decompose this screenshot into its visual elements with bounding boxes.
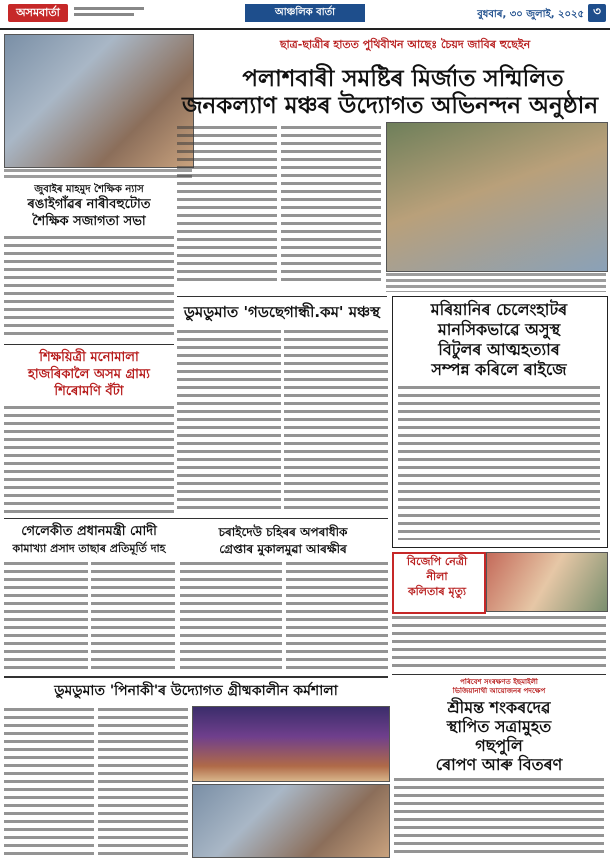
- top-kicker: ছাত্ৰ-ছাত্ৰীৰ হাতত পুথিবীখন আছেঃ চৈয়দ জাবিৰ হুছেইন: [279, 38, 531, 51]
- right-story1-body: [398, 384, 600, 540]
- divider-right2: [392, 674, 606, 675]
- bottom-left-title-line1: গেলেকীত প্ৰধানমন্ত্ৰী মোদী: [21, 524, 157, 539]
- header-contact-lines: [74, 5, 154, 16]
- right-story1-title-line4: সম্পন্ন কৰিলে ৰাইজে: [431, 360, 567, 379]
- lead-story-col1: [177, 124, 277, 284]
- bottom-banner-col2: [98, 706, 188, 856]
- mid-story-title: ডুমডুমাত 'গডছেগান্ধী.কম' মঞ্চস্থ: [183, 303, 381, 321]
- left-story1-title-line3: শৈক্ষিক সজাগতা সভা: [32, 214, 146, 229]
- bottom-photo-bottom: [192, 784, 390, 858]
- divider-bottom-banner: [4, 676, 388, 678]
- divider-mid: [177, 296, 387, 297]
- left-story2-title-line1: শিক্ষয়িত্ৰী মনোমালা: [39, 350, 139, 365]
- right-story2-kicker: পৰিবেশ সংৰক্ষণত ইছমাইলী: [460, 678, 538, 686]
- right-story2-title-line2: স্থাপিত সত্ৰামুহত: [446, 717, 552, 736]
- page-number: ৩: [588, 4, 606, 22]
- right-story2-title-line4: ৰোপণ আৰু বিতৰণ: [435, 755, 563, 774]
- divider-left1: [4, 344, 174, 345]
- photo-caption-right: [386, 272, 606, 292]
- bottom-mid-col2: [286, 560, 388, 672]
- bottom-mid-title-line1: চৰাইদেউ চহিৰৰ অপৰাধীক: [218, 525, 348, 539]
- bottom-left-title-line2: কামাখ্যা প্ৰসাদ তাছাৰ প্ৰতিমূৰ্তি দাহ: [12, 542, 166, 555]
- right-story2-body: [394, 776, 604, 858]
- mid-story-col2: [284, 328, 388, 510]
- section-banner: আঞ্চলিক বাৰ্তা: [245, 4, 365, 22]
- right-story2-title-line1: শ্ৰীমন্ত শংকৰদেৱ: [447, 698, 551, 717]
- right-story2-kicker2: ভিজিয়ানাথী আয়োজনৰ পদক্ষেপ: [452, 687, 546, 695]
- bottom-left-col1: [4, 560, 88, 672]
- obituary-title-line1: বিজেপি নেত্ৰী: [406, 555, 468, 568]
- bottom-photo-top: [192, 706, 390, 782]
- photo-caption-left: [4, 168, 192, 180]
- bottom-mid-col1: [180, 560, 282, 672]
- divider-bottom: [4, 518, 388, 519]
- right-story1-title-line2: মানসিকভাৱে অসুস্থ: [437, 320, 561, 339]
- obituary-photo: [486, 552, 608, 612]
- left-story2-title-line2: হাজৰিকালৈ অসম গ্ৰাম্য: [28, 367, 150, 382]
- right-story1-title-line3: বিটুলৰ আত্মহত্যাৰ: [438, 340, 560, 359]
- left-story1-body: [4, 234, 174, 340]
- issue-date: বুধবাৰ, ৩০ জুলাই, ২০২৫: [477, 9, 584, 20]
- lead-photo-right: [386, 122, 608, 272]
- bottom-left-col2: [91, 560, 175, 672]
- bottom-banner-col1: [4, 706, 94, 856]
- lead-headline-line1: পলাশবাৰী সমষ্টিৰ মিৰ্জাত সন্মিলিত: [242, 66, 564, 92]
- left-story2-body: [4, 404, 174, 514]
- lead-photo-left: [4, 34, 194, 168]
- left-story2-title-line3: শিৰোমণি বঁটা: [54, 384, 124, 399]
- mid-story-col1: [177, 328, 281, 510]
- obituary-body: [392, 614, 606, 670]
- left-story1-title-line2: ৰঙাইগাঁৱৰ নাৰীবহুটোত: [27, 197, 151, 212]
- obituary-title-line3: কলিতাৰ মৃত্যু: [407, 585, 467, 598]
- newspaper-logo: অসমবার্তা: [8, 4, 68, 22]
- bottom-banner-title: ডুমডুমাত 'পিনাকী'ৰ উদ্যোগত গ্ৰীষ্মকালীন কৰ্মশালা: [54, 683, 338, 699]
- obituary-title-line2: নীলা: [426, 570, 448, 583]
- lead-story-col2: [281, 124, 381, 284]
- right-story1-title-line1: মৰিয়ানিৰ চেলেংহাটৰ: [430, 300, 568, 319]
- left-story1-title-line1: জুবাইৰ মাহমুদ শৈক্ষিক ন্যাস: [34, 184, 144, 195]
- bottom-mid-title-line2: গ্ৰেপ্তাৰ মুকালমুৱা আৰক্ষীৰ: [219, 542, 347, 556]
- lead-headline-line2: জনকল্যাণ মঞ্চৰ উদ্যোগত অভিনন্দন অনুষ্ঠান: [181, 93, 599, 119]
- right-story2-title-line3: গছপুলি: [475, 736, 523, 755]
